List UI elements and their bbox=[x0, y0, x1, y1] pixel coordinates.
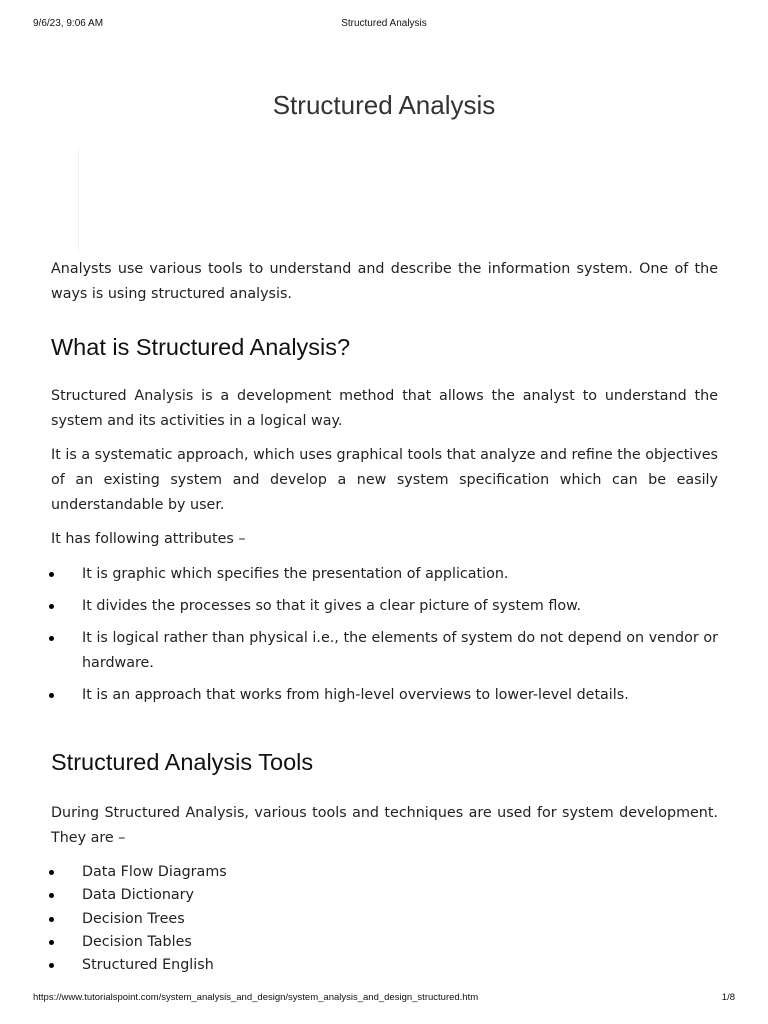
list-item bbox=[51, 908, 718, 931]
list-item bbox=[51, 954, 718, 977]
bullet-icon bbox=[49, 963, 54, 968]
list-item-text: It is logical rather than physical i.e., the elements of system do not depend on vendor or hardware. bbox=[82, 630, 718, 671]
list-item bbox=[51, 626, 718, 676]
print-date: 9/6/23, 9:06 AM bbox=[33, 18, 104, 29]
list-item-text: Decision Trees bbox=[82, 910, 185, 927]
section-tools-body bbox=[51, 801, 718, 851]
ad-placeholder-divider bbox=[78, 150, 79, 250]
section-what-is bbox=[51, 334, 718, 361]
print-url: https://www.tutorialspoint.com/system_analysis_and_design/system_analysis_and_design_structured.htm bbox=[33, 992, 479, 1003]
section-tools bbox=[51, 749, 718, 776]
page-title: Structured Analysis bbox=[272, 90, 496, 120]
bullet-icon bbox=[49, 940, 54, 945]
bullet-icon bbox=[49, 636, 54, 641]
list-item-text: It divides the processes so that it gives a clear picture of system flow. bbox=[82, 598, 582, 614]
list-item bbox=[51, 594, 718, 619]
section-what-is-body-3 bbox=[51, 527, 718, 552]
tools-intro-paragraph: During Structured Analysis, various tools and techniques are used for system development. They are – bbox=[51, 805, 718, 846]
list-item bbox=[51, 931, 718, 954]
tools-list bbox=[51, 861, 718, 977]
bullet-icon bbox=[49, 693, 54, 698]
intro-block bbox=[51, 257, 718, 307]
list-item-text: It is an approach that works from high-level overviews to lower-level details. bbox=[82, 687, 629, 703]
intro-paragraph: Analysts use various tools to understand and describe the information system. One of the ways is using structured analysis. bbox=[51, 261, 718, 302]
print-header bbox=[33, 18, 735, 32]
attributes-list bbox=[51, 562, 718, 708]
tools-list-wrap bbox=[51, 861, 718, 977]
section-what-is-body-2 bbox=[51, 443, 718, 518]
page-number: 1/8 bbox=[721, 992, 735, 1003]
section-what-is-body bbox=[51, 384, 718, 434]
attributes-intro: It has following attributes – bbox=[51, 531, 246, 547]
bullet-icon bbox=[49, 893, 54, 898]
list-item-text: It is graphic which specifies the presentation of application. bbox=[82, 566, 509, 582]
bullet-icon bbox=[49, 604, 54, 609]
list-item-text: Data Dictionary bbox=[82, 887, 195, 904]
list-item-text: Decision Tables bbox=[82, 933, 192, 950]
bullet-icon bbox=[49, 572, 54, 577]
list-item bbox=[51, 884, 718, 907]
section-heading-what-is: What is Structured Analysis? bbox=[51, 334, 351, 360]
bullet-icon bbox=[49, 917, 54, 922]
bullet-icon bbox=[49, 870, 54, 875]
list-item bbox=[51, 562, 718, 587]
print-footer bbox=[33, 992, 735, 1006]
approach-paragraph: It is a systematic approach, which uses graphical tools that analyze and refine the objectives of an existing system and develop a new system specification which can be easily understandable by user. bbox=[51, 447, 718, 513]
attributes-list-wrap bbox=[51, 562, 718, 708]
section-heading-tools: Structured Analysis Tools bbox=[51, 749, 314, 775]
list-item-text: Data Flow Diagrams bbox=[82, 864, 227, 880]
print-doc-title: Structured Analysis bbox=[341, 18, 427, 29]
list-item-text: Structured English bbox=[82, 957, 214, 974]
list-item bbox=[51, 683, 718, 708]
list-item bbox=[51, 861, 718, 884]
definition-paragraph: Structured Analysis is a development method that allows the analyst to understand the system and its activities in a logical way. bbox=[51, 388, 718, 429]
